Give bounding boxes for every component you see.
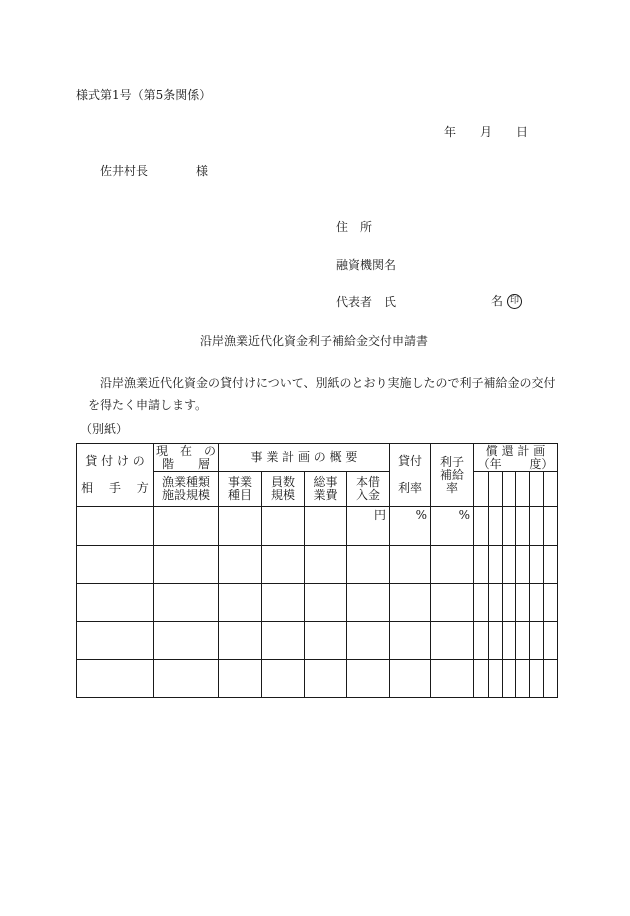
borrower-cell[interactable] bbox=[77, 507, 154, 546]
subsidy-rate-cell[interactable] bbox=[431, 660, 474, 698]
repayment-cell[interactable] bbox=[503, 622, 516, 660]
header-fishery-type: 漁業種類 bbox=[161, 475, 210, 489]
header-current-level-sub bbox=[154, 472, 219, 507]
repayment-cell[interactable] bbox=[544, 507, 558, 546]
repayment-cell[interactable] bbox=[530, 622, 544, 660]
repayment-year-cell[interactable] bbox=[489, 472, 503, 507]
header-subsidy-rate-line-1: 利子 bbox=[439, 454, 464, 469]
document-title: 沿岸漁業近代化資金利子補給金交付申請書 bbox=[200, 334, 429, 348]
institution-label: 融資機関名 bbox=[336, 258, 397, 272]
header-plan-cost-line-1: 総事 bbox=[313, 475, 338, 489]
unit-percent: % bbox=[458, 508, 470, 522]
header-plan-type bbox=[219, 472, 262, 507]
plan-size-cell[interactable] bbox=[262, 660, 305, 698]
repayment-cell[interactable] bbox=[516, 584, 530, 622]
seal-mark: 印 bbox=[507, 294, 522, 309]
table-row bbox=[77, 546, 558, 584]
header-repayment-plan bbox=[474, 444, 558, 472]
plan-cost-cell[interactable] bbox=[305, 622, 347, 660]
header-borrower-line-2: 相 手 方 bbox=[81, 481, 149, 495]
repayment-cell[interactable] bbox=[474, 622, 489, 660]
current-level-cell[interactable] bbox=[154, 507, 219, 546]
form-number: 様式第1号（第5条関係） bbox=[76, 88, 212, 102]
repayment-cell[interactable] bbox=[489, 660, 503, 698]
repayment-cell[interactable] bbox=[474, 584, 489, 622]
header-repayment-plan-line-1: 償 還 計 画 bbox=[485, 443, 546, 458]
plan-type-cell[interactable] bbox=[219, 660, 262, 698]
address-label: 住 所 bbox=[336, 220, 373, 234]
header-borrower-line-1: 貸 付 け の bbox=[85, 454, 145, 468]
repayment-cell[interactable] bbox=[516, 546, 530, 584]
header-plan-type-line-2: 種目 bbox=[227, 488, 252, 502]
name-label: 名 bbox=[491, 294, 504, 308]
repayment-year-cell[interactable] bbox=[544, 472, 558, 507]
repayment-cell[interactable] bbox=[474, 660, 489, 698]
header-plan-size-line-1: 員数 bbox=[270, 475, 295, 489]
repayment-cell[interactable] bbox=[503, 660, 516, 698]
repayment-cell[interactable] bbox=[516, 622, 530, 660]
plan-type-cell[interactable] bbox=[219, 622, 262, 660]
loan-rate-cell[interactable] bbox=[390, 584, 431, 622]
header-plan-loan bbox=[347, 472, 390, 507]
header-business-plan: 事 業 計 画 の 概 要 bbox=[219, 444, 390, 472]
plan-loan-cell[interactable] bbox=[347, 507, 390, 546]
plan-size-cell[interactable] bbox=[262, 622, 305, 660]
repayment-cell[interactable] bbox=[503, 507, 516, 546]
plan-cost-cell[interactable] bbox=[305, 660, 347, 698]
repayment-cell[interactable] bbox=[503, 546, 516, 584]
plan-type-cell[interactable] bbox=[219, 584, 262, 622]
date-month-label: 月 bbox=[480, 125, 493, 139]
repayment-cell[interactable] bbox=[503, 584, 516, 622]
repayment-cell[interactable] bbox=[516, 507, 530, 546]
subsidy-rate-cell[interactable] bbox=[431, 546, 474, 584]
header-plan-cost-line-2: 業費 bbox=[313, 488, 338, 502]
repayment-cell[interactable] bbox=[489, 507, 503, 546]
plan-size-cell[interactable] bbox=[262, 507, 305, 546]
date-day-label: 日 bbox=[516, 125, 529, 139]
plan-cost-cell[interactable] bbox=[305, 507, 347, 546]
application-table bbox=[76, 443, 558, 698]
repayment-cell[interactable] bbox=[530, 546, 544, 584]
repayment-cell[interactable] bbox=[544, 546, 558, 584]
header-subsidy-rate-line-3: 率 bbox=[445, 480, 458, 495]
header-current-level-line-2: 階 層 bbox=[161, 456, 210, 471]
repayment-cell[interactable] bbox=[544, 622, 558, 660]
date-year-label: 年 bbox=[444, 125, 457, 139]
header-loan-rate-line-1: 貸付 bbox=[397, 454, 422, 468]
subsidy-rate-cell[interactable] bbox=[431, 622, 474, 660]
table-row bbox=[77, 584, 558, 622]
table-row bbox=[77, 660, 558, 698]
repayment-cell[interactable] bbox=[544, 584, 558, 622]
attachment-label: （別紙） bbox=[80, 422, 129, 436]
header-subsidy-rate-line-2: 補給 bbox=[439, 467, 464, 482]
header-plan-loan-line-2: 入金 bbox=[355, 488, 380, 502]
body-text-line-2: を得たく申請します。 bbox=[88, 398, 208, 412]
header-repayment-plan-line-2: （年 度） bbox=[477, 456, 554, 471]
borrower-cell[interactable] bbox=[77, 546, 154, 584]
header-plan-size bbox=[262, 472, 305, 507]
repayment-cell[interactable] bbox=[544, 660, 558, 698]
plan-cost-cell[interactable] bbox=[305, 584, 347, 622]
repayment-year-cell[interactable] bbox=[516, 472, 530, 507]
current-level-cell[interactable] bbox=[154, 622, 219, 660]
subsidy-rate-cell[interactable] bbox=[431, 584, 474, 622]
repayment-cell[interactable] bbox=[489, 584, 503, 622]
current-level-cell[interactable] bbox=[154, 584, 219, 622]
representative-label: 代表者 氏 bbox=[336, 295, 397, 309]
plan-size-cell[interactable] bbox=[262, 584, 305, 622]
plan-loan-cell[interactable] bbox=[347, 660, 390, 698]
body-text-line-1: 沿岸漁業近代化資金の貸付けについて、別紙のとおり実施したので利子補給金の交付 bbox=[100, 376, 556, 390]
plan-loan-cell[interactable] bbox=[347, 546, 390, 584]
table-row bbox=[77, 507, 558, 546]
header-current-level bbox=[154, 444, 219, 472]
header-facility-scale: 施設規模 bbox=[161, 488, 210, 502]
repayment-cell[interactable] bbox=[530, 660, 544, 698]
borrower-cell[interactable] bbox=[77, 660, 154, 698]
header-current-level-line-1: 現 在 の bbox=[155, 443, 216, 458]
header-plan-size-line-2: 規模 bbox=[270, 488, 295, 502]
repayment-year-cell[interactable] bbox=[530, 472, 544, 507]
plan-loan-cell[interactable] bbox=[347, 584, 390, 622]
repayment-cell[interactable] bbox=[474, 546, 489, 584]
header-subsidy-rate bbox=[431, 444, 474, 507]
loan-rate-cell[interactable] bbox=[390, 546, 431, 584]
unit-yen: 円 bbox=[373, 508, 386, 522]
current-level-cell[interactable] bbox=[154, 660, 219, 698]
plan-type-cell[interactable] bbox=[219, 546, 262, 584]
plan-type-cell[interactable] bbox=[219, 507, 262, 546]
addressee-honorific: 様 bbox=[196, 164, 209, 178]
repayment-cell[interactable] bbox=[516, 660, 530, 698]
header-loan-rate-line-2: 利率 bbox=[397, 481, 422, 495]
plan-size-cell[interactable] bbox=[262, 546, 305, 584]
name-field bbox=[491, 292, 522, 309]
header-plan-type-line-1: 事業 bbox=[227, 475, 252, 489]
repayment-year-cell[interactable] bbox=[474, 472, 489, 507]
repayment-cell[interactable] bbox=[489, 546, 503, 584]
table-row bbox=[77, 622, 558, 660]
current-level-cell[interactable] bbox=[154, 546, 219, 584]
loan-rate-cell[interactable] bbox=[390, 507, 431, 546]
header-plan-loan-line-1: 本借 bbox=[355, 475, 380, 489]
subsidy-rate-cell[interactable] bbox=[431, 507, 474, 546]
header-borrower bbox=[77, 444, 154, 507]
header-loan-rate bbox=[390, 444, 431, 507]
repayment-cell[interactable] bbox=[489, 622, 503, 660]
borrower-cell[interactable] bbox=[77, 584, 154, 622]
unit-percent: % bbox=[415, 508, 427, 522]
repayment-cell[interactable] bbox=[530, 584, 544, 622]
loan-rate-cell[interactable] bbox=[390, 622, 431, 660]
plan-cost-cell[interactable] bbox=[305, 546, 347, 584]
addressee: 佐井村長 bbox=[100, 164, 149, 178]
borrower-cell[interactable] bbox=[77, 622, 154, 660]
repayment-cell[interactable] bbox=[474, 507, 489, 546]
loan-rate-cell[interactable] bbox=[390, 660, 431, 698]
header-plan-cost bbox=[305, 472, 347, 507]
repayment-year-cell[interactable] bbox=[503, 472, 516, 507]
plan-loan-cell[interactable] bbox=[347, 622, 390, 660]
repayment-cell[interactable] bbox=[530, 507, 544, 546]
